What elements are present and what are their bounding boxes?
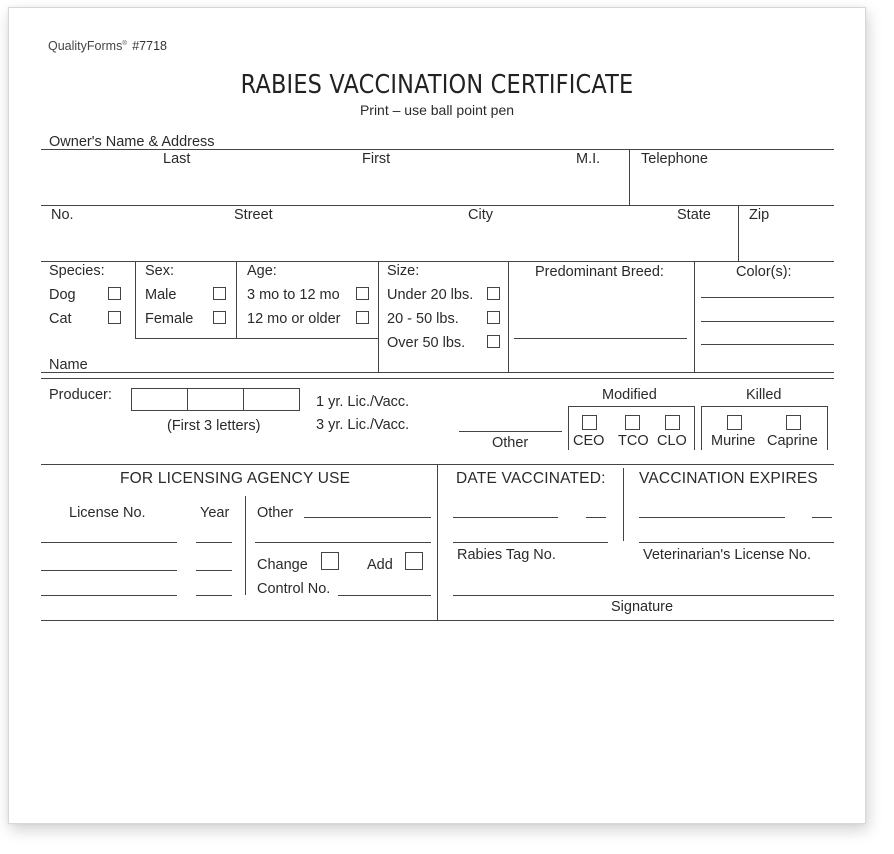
breed-write-line[interactable] (514, 338, 687, 339)
owner-state-label: State (677, 207, 711, 223)
sex-label: Sex: (145, 263, 175, 279)
signature-label: Signature (611, 599, 674, 615)
sex-male-label: Male (145, 287, 177, 303)
modified-right-rule (694, 406, 695, 450)
sex-divider (135, 261, 136, 338)
size-medium-label: 20 - 50 lbs. (387, 311, 459, 327)
licensing-inner-divider (245, 496, 246, 595)
license-no-line-1[interactable] (41, 542, 177, 543)
year-label: Year (200, 505, 230, 521)
killed-right-rule (827, 406, 828, 450)
licensing-divider (437, 464, 438, 620)
brand-logo (48, 39, 167, 53)
modified-left-rule (568, 406, 569, 450)
control-no-line[interactable] (338, 595, 431, 596)
rabies-tag-label: Rabies Tag No. (457, 547, 556, 563)
tco-checkbox[interactable] (625, 415, 640, 430)
age-young-label: 3 mo to 12 mo (247, 287, 340, 303)
producer-label: Producer: (49, 387, 112, 403)
form-subtitle: Print – use ball point pen (359, 102, 515, 118)
owner-zip-label: Zip (749, 207, 770, 223)
brand-registered-mark: ® (122, 40, 127, 47)
tco-label: TCO (618, 433, 649, 449)
owner-first-label: First (362, 151, 391, 167)
size-label: Size: (387, 263, 420, 279)
sex-female-checkbox[interactable] (213, 311, 226, 324)
age-older-checkbox[interactable] (356, 311, 369, 324)
age-young-checkbox[interactable] (356, 287, 369, 300)
change-label: Change (257, 557, 308, 573)
expires-line[interactable] (639, 517, 785, 518)
producer-letter-boxes[interactable] (131, 388, 300, 411)
murine-label: Murine (711, 433, 756, 449)
license-no-line-3[interactable] (41, 595, 177, 596)
owner-section-label: Owner's Name & Address (49, 134, 215, 150)
killed-left-rule (701, 406, 702, 450)
size-small-label: Under 20 lbs. (387, 287, 474, 303)
killed-label: Killed (746, 387, 782, 403)
producer-letter-2[interactable] (188, 389, 244, 410)
size-medium-checkbox[interactable] (487, 311, 500, 324)
owner-top-rule (41, 149, 834, 150)
signature-line[interactable] (453, 595, 834, 596)
caprine-label: Caprine (767, 433, 818, 449)
expires-year-line[interactable] (812, 517, 832, 518)
breed-label: Predominant Breed: (535, 264, 664, 280)
producer-hint: (First 3 letters) (167, 418, 261, 434)
licensing-other-line[interactable] (304, 517, 431, 518)
add-label: Add (367, 557, 393, 573)
year-line-1[interactable] (196, 542, 232, 543)
add-checkbox[interactable] (405, 552, 423, 570)
producer-letter-3[interactable] (244, 389, 299, 410)
vet-license-line[interactable] (639, 542, 834, 543)
lic-3yr-label: 3 yr. Lic./Vacc. (316, 417, 410, 433)
species-cat-label: Cat (49, 311, 72, 327)
producer-letter-1[interactable] (132, 389, 188, 410)
owner-telephone-label: Telephone (641, 151, 708, 167)
modified-top-rule (568, 406, 694, 407)
modified-label: Modified (602, 387, 657, 403)
ceo-checkbox[interactable] (582, 415, 597, 430)
licensing-other-line-2[interactable] (255, 542, 431, 543)
species-cat-checkbox[interactable] (108, 311, 121, 324)
date-vaccinated-line[interactable] (453, 517, 558, 518)
ceo-label: CEO (573, 433, 605, 449)
sex-female-label: Female (145, 311, 194, 327)
form-bottom-rule (41, 620, 834, 621)
animal-section-bottom-rule (41, 378, 834, 379)
form-title: RABIES VACCINATION CERTIFICATE (240, 70, 634, 100)
clo-checkbox[interactable] (665, 415, 680, 430)
brand-name: QualityForms (48, 39, 123, 53)
licensing-other-label: Other (257, 505, 294, 521)
control-no-label: Control No. (257, 581, 331, 597)
zip-divider (738, 205, 739, 261)
change-checkbox[interactable] (321, 552, 339, 570)
owner-street-label: Street (234, 207, 273, 223)
age-older-label: 12 mo or older (247, 311, 341, 327)
vaccination-expires-label: VACCINATION EXPIRES (639, 470, 818, 487)
age-divider (236, 261, 237, 338)
owner-city-label: City (468, 207, 493, 223)
license-no-line-2[interactable] (41, 570, 177, 571)
size-large-checkbox[interactable] (487, 335, 500, 348)
size-divider (378, 261, 379, 372)
killed-top-rule (701, 406, 827, 407)
date-vaccinated-year-line[interactable] (586, 517, 606, 518)
other-vaccine-label: Other (492, 435, 529, 451)
year-line-2[interactable] (196, 570, 232, 571)
telephone-divider (629, 149, 630, 205)
license-no-label: License No. (69, 505, 146, 521)
murine-checkbox[interactable] (727, 415, 742, 430)
owner-mi-label: M.I. (576, 151, 601, 167)
size-small-checkbox[interactable] (487, 287, 500, 300)
species-label: Species: (49, 263, 105, 279)
owner-no-label: No. (51, 207, 74, 223)
breed-divider (508, 261, 509, 372)
vaccination-dates-divider (623, 468, 624, 541)
colors-label: Color(s): (736, 264, 792, 280)
year-line-3[interactable] (196, 595, 232, 596)
animal-name-label: Name (49, 357, 88, 373)
species-dog-label: Dog (49, 287, 76, 303)
owner-address-rule (41, 261, 834, 262)
species-dog-checkbox[interactable] (108, 287, 121, 300)
other-write-line[interactable] (459, 431, 562, 432)
vet-license-label: Veterinarian's License No. (643, 547, 812, 563)
clo-label: CLO (657, 433, 687, 449)
animal-name-rule[interactable] (41, 372, 834, 373)
date-vaccinated-label: DATE VACCINATED: (456, 470, 606, 487)
age-label: Age: (247, 263, 277, 279)
owner-last-label: Last (163, 151, 191, 167)
sex-age-bottom-rule (135, 338, 378, 339)
form-number: #7718 (132, 39, 167, 53)
color-write-line-3[interactable] (701, 344, 834, 345)
colors-divider (694, 261, 695, 372)
sex-male-checkbox[interactable] (213, 287, 226, 300)
color-write-line-1[interactable] (701, 297, 834, 298)
size-large-label: Over 50 lbs. (387, 335, 466, 351)
color-write-line-2[interactable] (701, 321, 834, 322)
owner-name-rule (41, 205, 834, 206)
rabies-tag-line[interactable] (453, 542, 608, 543)
lic-1yr-label: 1 yr. Lic./Vacc. (316, 394, 410, 410)
caprine-checkbox[interactable] (786, 415, 801, 430)
licensing-title: FOR LICENSING AGENCY USE (120, 470, 351, 487)
